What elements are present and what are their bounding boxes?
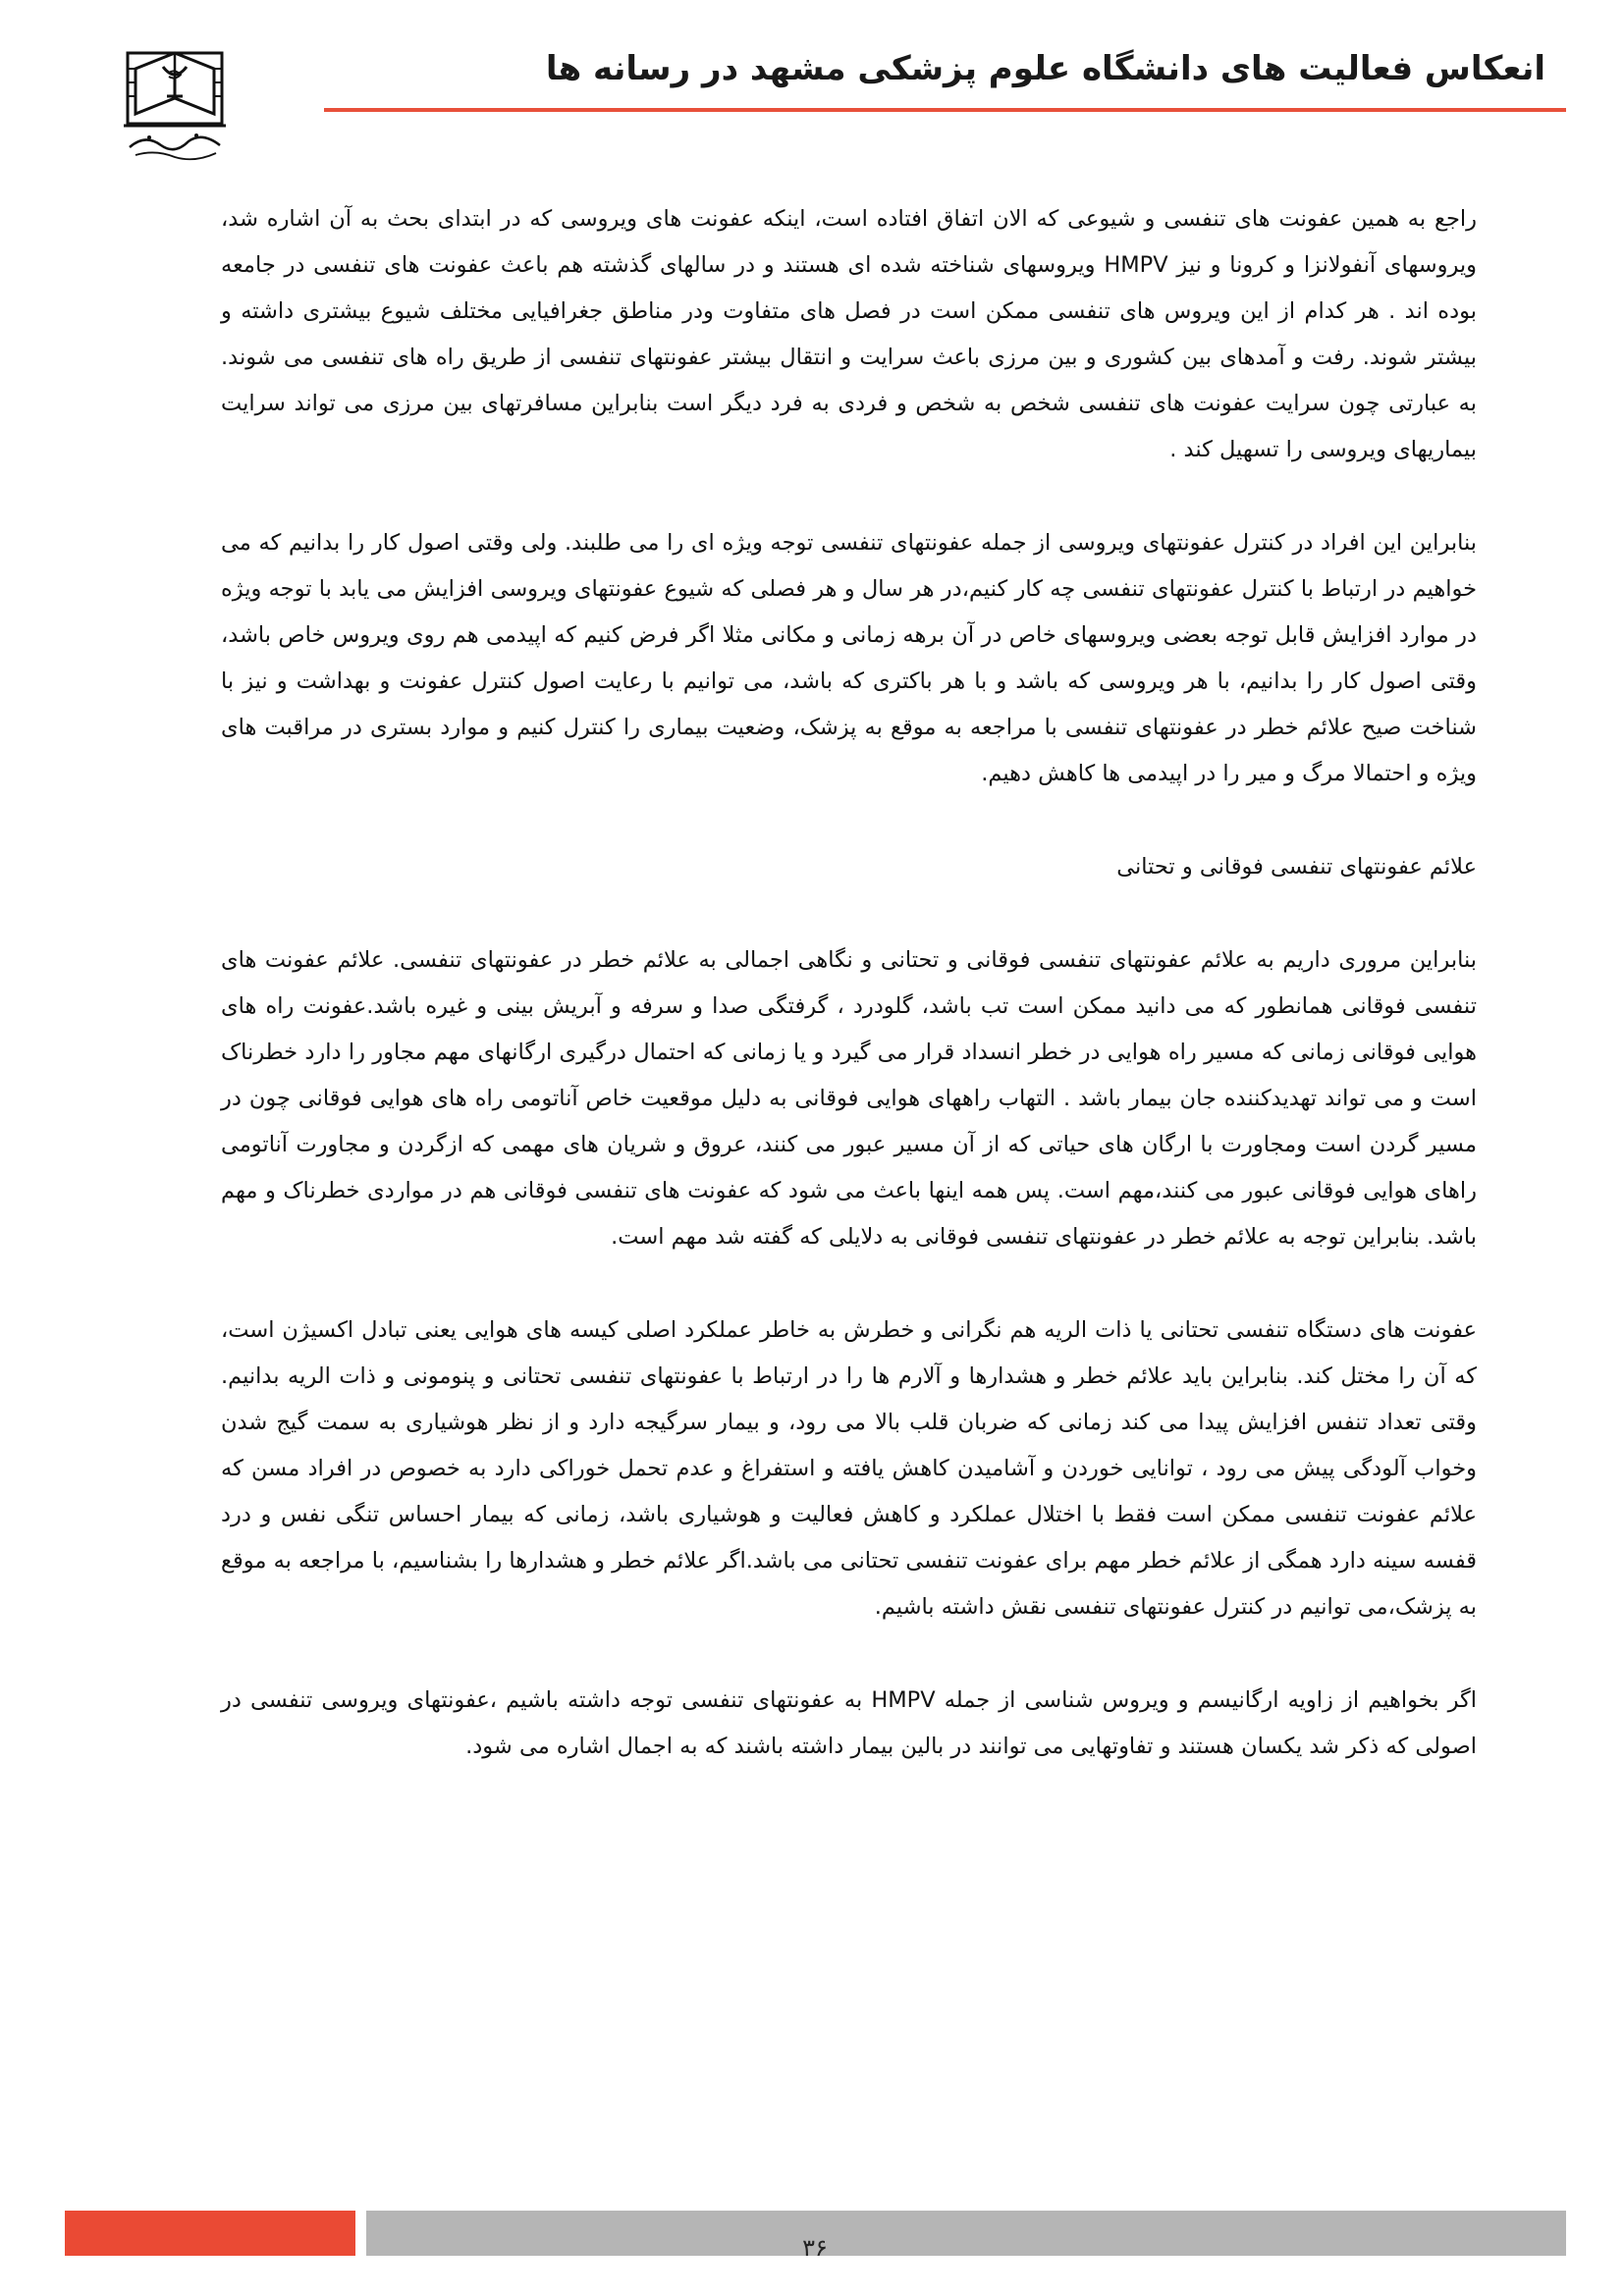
university-emblem-icon <box>106 39 244 167</box>
paragraph-4: عفونت های دستگاه تنفسی تحتانی یا ذات الریه هم نگرانی و خطرش به خاطر عملکرد اصلی کیسه های هوایی یعنی تبادل اکسیژن است، که آن را مختل کند. بنابراین باید علائم خطر و هشدارها و آلارم ها را در ارتباط با عفونتهای تنفسی تحتانی و پنومونی و ذات الریه بدانیم. وقتی تعداد تنفس افزایش پیدا می کند زمانی که ضربان قلب بالا می رود، و بیمار سرگیجه دارد و از نظر هوشیاری به سمت گیج شدن وخواب آلودگی پیش می رود ، توانایی خوردن و آشامیدن کاهش یافته و استفراغ و عدم تحمل خوراکی دارد به خصوص در افراد مسن که علائم عفونت تنفسی ممکن است فقط با اختلال عملکرد و کاهش فعالیت و هوشیاری باشد، زمانی که بیمار احساس تنگی نفس و درد قفسه سینه دارد همگی از علائم خطر مهم برای عفونت تنفسی تحتانی می باشد.اگر علائم خطر و هشدارها را بشناسیم، با مراجعه به موقع به پزشک،می توانیم در کنترل عفونتهای تنفسی نقش داشته باشیم. <box>221 1317 1477 1620</box>
header-divider <box>324 108 1566 112</box>
paragraph-1: راجع به همین عفونت های تنفسی و شیوعی که الان اتفاق افتاده است، اینکه عفونت های ویروسی که در ابتدای بحث به آن اشاره شد، ویروسهای آنفولانزا و کرونا و نیز HMPV ویروسهای شناخته شده ای هستند و در سالهای گذشته هم باعث عفونت های تنفسی در جامعه بوده اند . هر کدام از این ویروس های تنفسی ممکن است در فصل های متفاوت ودر مناطق جغرافیایی مختلف شیوع بیشتری داشته و بیشتر شوند. رفت و آمدهای بین کشوری و بین مرزی باعث سرایت و انتقال بیشتر عفونتهای تنفسی از طریق راه های تنفسی می شوند. به عبارتی چون سرایت عفونت های تنفسی شخص به شخص و فردی به فرد دیگر است بنابراین مسافرتهای بین مرزی می تواند سرایت بیماریهای ویروسی را تسهیل کند . <box>221 206 1477 462</box>
section-heading: علائم عفونتهای تنفسی فوقانی و تحتانی <box>1116 854 1477 880</box>
footer-red-bar <box>65 2211 355 2256</box>
article-body <box>221 196 1477 1817</box>
university-logo <box>106 39 244 167</box>
paragraph-2: بنابراین این افراد در کنترل عفونتهای ویروسی از جمله عفونتهای تنفسی توجه ویژه ای را می طلبند. ولی وقتی اصول کار را بدانیم که می خواهیم در ارتباط با کنترل عفونتهای تنفسی چه کار کنیم،در هر سال و هر فصلی که شیوع عفونتهای ویروسی افزایش می یابد با توجه ویژه در موارد افزایش قابل توجه بعضی ویروسهای خاص در آن برهه زمانی و مکانی مثلا اگر فرض کنیم که اپیدمی هم روی ویروس خاص باشد، وقتی اصول کار را بدانیم، با هر ویروسی که باشد و با هر باکتری که باشد، می توانیم با رعایت اصول کنترل عفونت و بهداشت و نیز با شناخت صیح علائم خطر در عفونتهای تنفسی با مراجعه به موقع به پزشک، وضعیت بیماری را کنترل کنیم و موارد بستری در مراقبت های ویژه و احتمالا مرگ و میر را در اپیدمی ها کاهش دهیم. <box>221 530 1477 786</box>
page-number: ۳۶ <box>802 2234 828 2262</box>
document-header-title: انعکاس فعالیت های دانشگاه علوم پزشکی مشهد در رسانه ها <box>545 49 1545 88</box>
paragraph-5: اگر بخواهیم از زاویه ارگانیسم و ویروس شناسی از جمله HMPV به عفونتهای تنفسی توجه داشته باشیم ،عفونتهای ویروسی تنفسی در اصولی که ذکر شد یکسان هستند و تفاوتهایی می توانند در بالین بیمار داشته باشند که به اجمال اشاره می شود. <box>221 1687 1477 1759</box>
footer-gray-bar <box>366 2211 1566 2256</box>
paragraph-3: بنابراین مروری داریم به علائم عفونتهای تنفسی فوقانی و تحتانی و نگاهی اجمالی به علائم خطر در عفونتهای تنفسی. علائم عفونت های تنفسی فوقانی همانطور که می دانید ممکن است تب باشد، گلودرد ، گرفتگی صدا و سرفه و آبریش بینی و غیره باشد.عفونت راه های هوایی فوقانی زمانی که مسیر راه هوایی در خطر انسداد قرار می گیرد و یا زمانی که احتمال درگیری ارگانهای مهم مجاور را دارد خطرناک است و می تواند تهدیدکننده جان بیمار باشد . التهاب راههای هوایی فوقانی به دلیل موقعیت خاص آناتومی راه های هوایی فوقانی چون در مسیر گردن است ومجاورت با ارگان های حیاتی که از آن مسیر عبور می کنند، عروق و شریان های مهمی که ازگردن و مجاورت آناتومی راهای هوایی فوقانی عبور می کنند،مهم است. پس همه اینها باعث می شود که عفونت های تنفسی فوقانی هم در مواردی خطرناک و مهم باشد. بنابراین توجه به علائم خطر در عفونتهای تنفسی فوقانی به دلایلی که گفته شد مهم است. <box>221 947 1477 1250</box>
